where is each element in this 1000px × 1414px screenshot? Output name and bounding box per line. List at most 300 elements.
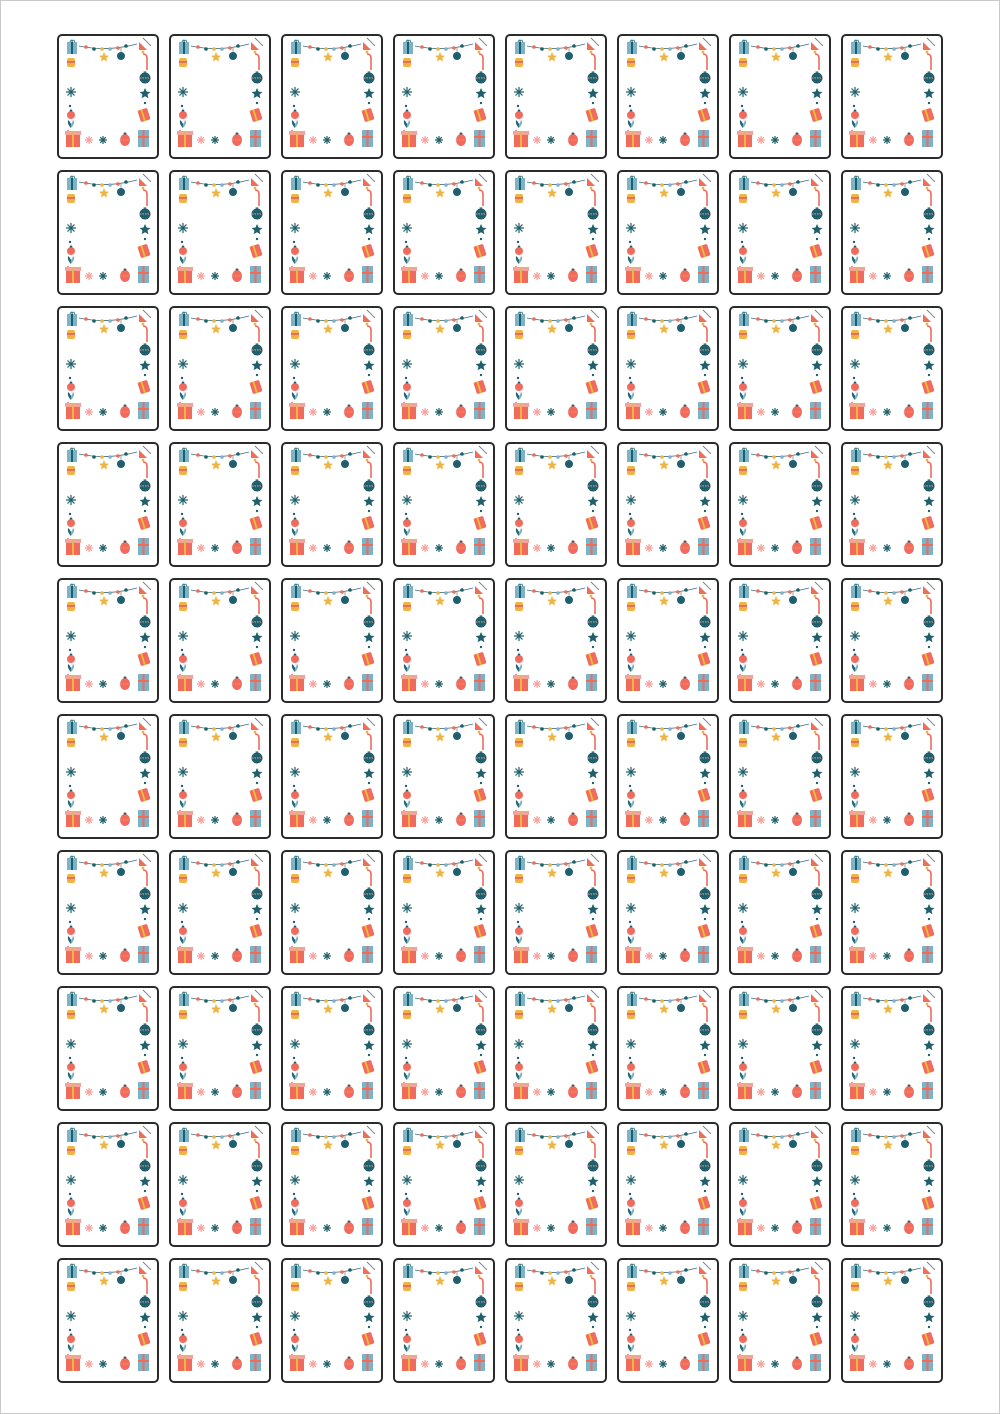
star-icon xyxy=(924,1176,935,1186)
bell-icon xyxy=(67,58,75,67)
snowflake-icon xyxy=(309,680,317,688)
striped-ornament-icon xyxy=(140,751,151,763)
holly-leaf-icon xyxy=(515,120,522,132)
holly-leaf-icon xyxy=(851,1344,858,1356)
snowflake-icon xyxy=(85,1224,93,1232)
gift-box-icon xyxy=(625,811,641,827)
gift-box-icon xyxy=(585,380,598,395)
star-icon xyxy=(588,360,599,370)
snowflake-icon xyxy=(738,359,748,369)
star-icon xyxy=(252,224,263,234)
snowflake-icon xyxy=(626,1175,636,1185)
bell-icon xyxy=(811,174,823,189)
bell-icon xyxy=(403,58,411,67)
gift-box-icon xyxy=(401,131,417,147)
candy-cane-icon xyxy=(703,598,707,614)
ornament-ball-icon xyxy=(680,1085,690,1098)
bell-icon xyxy=(587,38,599,53)
label-cell xyxy=(169,986,271,1111)
ornament-ball-icon xyxy=(515,1334,523,1343)
christmas-frame-graphic xyxy=(283,1124,381,1245)
snowflake-icon xyxy=(197,136,205,144)
gift-box-icon xyxy=(249,652,262,667)
ornament-ball-icon xyxy=(568,541,578,554)
candy-cane-icon xyxy=(255,734,259,750)
candy-cane-icon xyxy=(591,1278,595,1294)
holly-leaf-icon xyxy=(515,936,522,948)
snowflake-icon xyxy=(514,903,524,913)
ornament-ball-icon xyxy=(344,1085,354,1098)
string-lights-icon xyxy=(191,996,249,1003)
holly-leaf-icon xyxy=(515,800,522,812)
gift-box-icon xyxy=(474,810,485,827)
star-icon xyxy=(883,1276,893,1286)
star-icon xyxy=(588,1312,599,1322)
holly-leaf-icon xyxy=(179,1072,186,1084)
striped-ornament-icon xyxy=(252,887,263,899)
ornament-ball-icon xyxy=(515,110,523,119)
star-icon xyxy=(99,596,109,606)
gift-box-icon xyxy=(849,131,865,147)
ornament-ball-icon xyxy=(851,1062,859,1071)
ornament-ball-icon xyxy=(901,1272,909,1284)
snowflake-icon xyxy=(211,408,219,416)
candy-cane-icon xyxy=(591,598,595,614)
bell-icon xyxy=(403,738,411,747)
christmas-frame-graphic xyxy=(619,444,717,565)
striped-ornament-icon xyxy=(924,1295,935,1307)
ornament-ball-icon xyxy=(120,677,130,690)
label-cell xyxy=(393,306,495,431)
striped-ornament-icon xyxy=(476,71,487,83)
bell-icon xyxy=(811,990,823,1005)
striped-ornament-icon xyxy=(924,479,935,491)
string-lights-icon xyxy=(527,1268,585,1275)
string-lights-icon xyxy=(639,316,697,323)
striped-ornament-icon xyxy=(812,887,823,899)
label-cell xyxy=(169,714,271,839)
gift-box-icon xyxy=(513,947,529,963)
ornament-ball-icon xyxy=(565,320,573,332)
star-icon xyxy=(364,1176,375,1186)
label-cell xyxy=(729,170,831,295)
snowflake-icon xyxy=(659,136,667,144)
gift-box-icon xyxy=(697,652,710,667)
gift-box-icon xyxy=(67,856,77,870)
snowflake-icon xyxy=(533,1224,541,1232)
star-icon xyxy=(659,324,669,334)
holly-leaf-icon xyxy=(851,800,858,812)
gift-box-icon xyxy=(809,1196,822,1211)
gift-box-icon xyxy=(810,402,821,419)
gift-box-icon xyxy=(138,1354,149,1371)
snowflake-icon xyxy=(626,87,636,97)
ornament-ball-icon xyxy=(792,1221,802,1234)
ornament-ball-icon xyxy=(179,382,187,391)
snowflake-icon xyxy=(290,87,300,97)
holly-leaf-icon xyxy=(851,664,858,676)
snowflake-icon xyxy=(99,408,107,416)
string-lights-icon xyxy=(639,588,697,595)
christmas-frame-graphic xyxy=(171,988,269,1109)
candy-cane-icon xyxy=(367,734,371,750)
ornament-ball-icon xyxy=(677,48,685,60)
striped-ornament-icon xyxy=(252,1159,263,1171)
gift-box-icon xyxy=(289,1355,305,1371)
snowflake-icon xyxy=(99,952,107,960)
bell-icon xyxy=(363,310,375,325)
holly-leaf-icon xyxy=(403,936,410,948)
gift-box-icon xyxy=(627,992,637,1006)
snowflake-icon xyxy=(850,87,860,97)
star-icon xyxy=(924,632,935,642)
star-icon xyxy=(435,52,445,62)
striped-ornament-icon xyxy=(588,1295,599,1307)
gift-box-icon xyxy=(179,584,189,598)
gift-box-icon xyxy=(474,1354,485,1371)
holly-leaf-icon xyxy=(179,392,186,404)
gift-box-icon xyxy=(851,584,861,598)
gift-box-icon xyxy=(585,1332,598,1347)
gift-box-icon xyxy=(403,312,413,326)
bell-icon xyxy=(403,466,411,475)
gift-box-icon xyxy=(921,652,934,667)
gift-box-icon xyxy=(291,312,301,326)
snowflake-icon xyxy=(757,680,765,688)
ornament-ball-icon xyxy=(789,1272,797,1284)
star-icon xyxy=(211,188,221,198)
candy-cane-icon xyxy=(143,190,147,206)
ornament-ball-icon xyxy=(229,320,237,332)
gift-box-icon xyxy=(67,176,77,190)
candy-cane-icon xyxy=(815,190,819,206)
ornament-ball-icon xyxy=(229,1136,237,1148)
gift-box-icon xyxy=(289,267,305,283)
gift-box-icon xyxy=(291,1264,301,1278)
gift-box-icon xyxy=(249,1332,262,1347)
ornament-ball-icon xyxy=(453,592,461,604)
string-lights-icon xyxy=(191,452,249,459)
star-icon xyxy=(771,1276,781,1286)
ornament-ball-icon xyxy=(179,518,187,527)
ornament-ball-icon xyxy=(627,1062,635,1071)
ornament-ball-icon xyxy=(565,1000,573,1012)
star-icon xyxy=(812,1176,823,1186)
star-icon xyxy=(364,224,375,234)
ornament-ball-icon xyxy=(403,790,411,799)
string-lights-icon xyxy=(79,452,137,459)
gift-box-icon xyxy=(810,538,821,555)
gift-box-icon xyxy=(586,130,597,147)
striped-ornament-icon xyxy=(252,751,263,763)
candy-cane-icon xyxy=(367,1278,371,1294)
snowflake-icon xyxy=(197,680,205,688)
candy-cane-icon xyxy=(255,598,259,614)
ornament-ball-icon xyxy=(627,518,635,527)
gift-box-icon xyxy=(922,266,933,283)
star-icon xyxy=(883,732,893,742)
star-icon xyxy=(700,496,711,506)
gift-box-icon xyxy=(138,1082,149,1099)
label-cell xyxy=(729,34,831,159)
label-cell xyxy=(281,850,383,975)
gift-box-icon xyxy=(473,244,486,259)
snowflake-icon xyxy=(178,359,188,369)
christmas-frame-graphic xyxy=(283,852,381,973)
gift-box-icon xyxy=(851,40,861,54)
star-icon xyxy=(364,496,375,506)
christmas-frame-graphic xyxy=(283,172,381,293)
striped-ornament-icon xyxy=(588,615,599,627)
bell-icon xyxy=(67,1146,75,1155)
gift-box-icon xyxy=(362,402,373,419)
holly-leaf-icon xyxy=(403,1344,410,1356)
striped-ornament-icon xyxy=(700,1023,711,1035)
striped-ornament-icon xyxy=(924,751,935,763)
string-lights-icon xyxy=(191,44,249,51)
star-icon xyxy=(435,1140,445,1150)
holly-leaf-icon xyxy=(179,1208,186,1220)
christmas-frame-graphic xyxy=(171,852,269,973)
snowflake-icon xyxy=(309,816,317,824)
snowflake-icon xyxy=(402,495,412,505)
ornament-ball-icon xyxy=(179,1198,187,1207)
string-lights-icon xyxy=(303,1268,361,1275)
striped-ornament-icon xyxy=(252,615,263,627)
star-icon xyxy=(700,88,711,98)
star-icon xyxy=(659,1276,669,1286)
bell-icon xyxy=(923,718,935,733)
ornament-ball-icon xyxy=(792,1357,802,1370)
gift-box-icon xyxy=(585,108,598,123)
holly-leaf-icon xyxy=(403,664,410,676)
ornament-ball-icon xyxy=(515,654,523,663)
star-icon xyxy=(476,1040,487,1050)
ornament-ball-icon xyxy=(515,926,523,935)
string-lights-icon xyxy=(527,996,585,1003)
snowflake-icon xyxy=(883,952,891,960)
snowflake-icon xyxy=(547,272,555,280)
bell-icon xyxy=(627,1010,635,1019)
candy-cane-icon xyxy=(927,1006,931,1022)
striped-ornament-icon xyxy=(476,751,487,763)
ornament-ball-icon xyxy=(232,1357,242,1370)
string-lights-icon xyxy=(639,452,697,459)
gift-box-icon xyxy=(809,788,822,803)
snowflake-icon xyxy=(738,631,748,641)
ornament-ball-icon xyxy=(680,813,690,826)
star-icon xyxy=(99,188,109,198)
snowflake-icon xyxy=(323,1088,331,1096)
ornament-ball-icon xyxy=(677,1000,685,1012)
ornament-ball-icon xyxy=(403,246,411,255)
gift-box-icon xyxy=(697,1196,710,1211)
christmas-frame-graphic xyxy=(395,444,493,565)
string-lights-icon xyxy=(191,1132,249,1139)
gift-box-icon xyxy=(921,788,934,803)
bell-icon xyxy=(739,58,747,67)
string-lights-icon xyxy=(751,996,809,1003)
label-cell xyxy=(617,850,719,975)
string-lights-icon xyxy=(303,588,361,595)
gift-box-icon xyxy=(473,652,486,667)
bell-icon xyxy=(139,854,151,869)
snowflake-icon xyxy=(85,408,93,416)
holly-leaf-icon xyxy=(403,392,410,404)
holly-leaf-icon xyxy=(515,1344,522,1356)
gift-box-icon xyxy=(361,380,374,395)
gift-box-icon xyxy=(67,1264,77,1278)
label-cell xyxy=(393,714,495,839)
ornament-ball-icon xyxy=(565,1136,573,1148)
snowflake-icon xyxy=(645,816,653,824)
striped-ornament-icon xyxy=(924,71,935,83)
christmas-frame-graphic xyxy=(619,716,717,837)
star-icon xyxy=(364,632,375,642)
star-icon xyxy=(883,1140,893,1150)
gift-box-icon xyxy=(250,1218,261,1235)
ornament-ball-icon xyxy=(568,405,578,418)
string-lights-icon xyxy=(751,452,809,459)
label-cell xyxy=(169,306,271,431)
string-lights-icon xyxy=(303,180,361,187)
ornament-ball-icon xyxy=(67,1198,75,1207)
ornament-ball-icon xyxy=(453,320,461,332)
bell-icon xyxy=(587,718,599,733)
striped-ornament-icon xyxy=(140,1159,151,1171)
string-lights-icon xyxy=(79,1268,137,1275)
snowflake-icon xyxy=(290,495,300,505)
gift-box-icon xyxy=(179,40,189,54)
holly-leaf-icon xyxy=(739,1208,746,1220)
gift-box-icon xyxy=(698,1218,709,1235)
bell-icon xyxy=(627,1282,635,1291)
striped-ornament-icon xyxy=(140,479,151,491)
star-icon xyxy=(700,904,711,914)
ornament-ball-icon xyxy=(677,320,685,332)
snowflake-icon xyxy=(869,544,877,552)
bell-icon xyxy=(363,1126,375,1141)
ornament-ball-icon xyxy=(229,1000,237,1012)
ornament-ball-icon xyxy=(851,382,859,391)
snowflake-icon xyxy=(178,1175,188,1185)
gift-box-icon xyxy=(65,1355,81,1371)
striped-ornament-icon xyxy=(476,343,487,355)
string-lights-icon xyxy=(863,452,921,459)
gift-box-icon xyxy=(698,1354,709,1371)
string-lights-icon xyxy=(415,724,473,731)
gift-box-icon xyxy=(698,946,709,963)
ornament-ball-icon xyxy=(291,246,299,255)
snowflake-icon xyxy=(211,136,219,144)
ornament-ball-icon xyxy=(792,133,802,146)
gift-box-icon xyxy=(809,924,822,939)
snowflake-icon xyxy=(435,680,443,688)
star-icon xyxy=(771,52,781,62)
ornament-ball-icon xyxy=(67,110,75,119)
snowflake-icon xyxy=(66,223,76,233)
candy-cane-icon xyxy=(255,326,259,342)
snowflake-icon xyxy=(883,136,891,144)
gift-box-icon xyxy=(810,130,821,147)
bell-icon xyxy=(627,602,635,611)
christmas-frame-graphic xyxy=(507,580,605,701)
bell-icon xyxy=(699,38,711,53)
bell-icon xyxy=(67,738,75,747)
gift-box-icon xyxy=(851,720,861,734)
bell-icon xyxy=(291,1282,299,1291)
string-lights-icon xyxy=(527,316,585,323)
holly-leaf-icon xyxy=(67,528,74,540)
gift-box-icon xyxy=(250,266,261,283)
string-lights-icon xyxy=(751,1268,809,1275)
ornament-ball-icon xyxy=(453,1272,461,1284)
gift-box-icon xyxy=(474,266,485,283)
ornament-ball-icon xyxy=(403,518,411,527)
striped-ornament-icon xyxy=(588,479,599,491)
star-icon xyxy=(211,460,221,470)
gift-box-icon xyxy=(697,1332,710,1347)
ornament-ball-icon xyxy=(789,184,797,196)
label-cell xyxy=(281,714,383,839)
snowflake-icon xyxy=(626,1311,636,1321)
label-cell xyxy=(57,34,159,159)
ornament-ball-icon xyxy=(739,654,747,663)
snowflake-icon xyxy=(85,680,93,688)
gift-box-icon xyxy=(401,267,417,283)
bell-icon xyxy=(179,1010,187,1019)
gift-box-icon xyxy=(810,810,821,827)
gift-box-icon xyxy=(179,312,189,326)
ornament-ball-icon xyxy=(456,541,466,554)
gift-box-icon xyxy=(515,312,525,326)
ornament-ball-icon xyxy=(456,677,466,690)
ornament-ball-icon xyxy=(515,246,523,255)
bell-icon xyxy=(739,1010,747,1019)
bell-icon xyxy=(363,38,375,53)
star-icon xyxy=(659,596,669,606)
gift-box-icon xyxy=(138,1218,149,1235)
ornament-ball-icon xyxy=(341,320,349,332)
ornament-ball-icon xyxy=(120,1221,130,1234)
candy-cane-icon xyxy=(479,1142,483,1158)
gift-box-icon xyxy=(137,788,150,803)
string-lights-icon xyxy=(79,588,137,595)
gift-box-icon xyxy=(179,720,189,734)
gift-box-icon xyxy=(138,674,149,691)
gift-box-icon xyxy=(137,108,150,123)
star-icon xyxy=(364,360,375,370)
christmas-frame-graphic xyxy=(395,1260,493,1381)
gift-box-icon xyxy=(586,674,597,691)
gift-box-icon xyxy=(627,448,637,462)
candy-cane-icon xyxy=(479,598,483,614)
star-icon xyxy=(547,460,557,470)
holly-leaf-icon xyxy=(627,120,634,132)
star-icon xyxy=(812,904,823,914)
snowflake-icon xyxy=(309,952,317,960)
star-icon xyxy=(883,868,893,878)
snowflake-icon xyxy=(514,87,524,97)
gift-box-icon xyxy=(921,1332,934,1347)
snowflake-icon xyxy=(435,544,443,552)
bell-icon xyxy=(179,58,187,67)
label-cell xyxy=(729,1122,831,1247)
star-icon xyxy=(588,224,599,234)
snowflake-icon xyxy=(869,272,877,280)
christmas-frame-graphic xyxy=(843,1124,941,1245)
snowflake-icon xyxy=(421,1224,429,1232)
